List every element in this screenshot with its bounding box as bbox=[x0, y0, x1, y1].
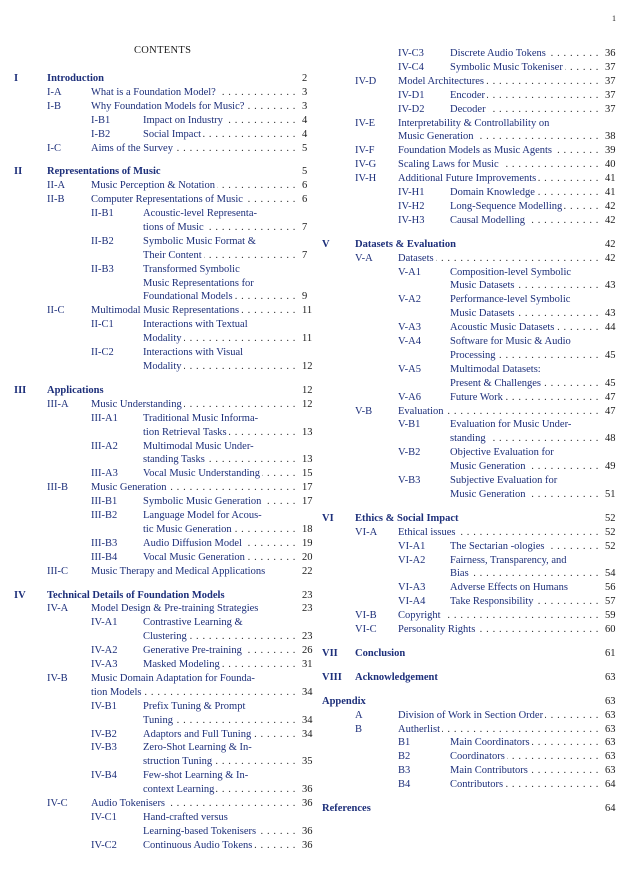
toc-entry-title: Ethics & Social Impact bbox=[355, 512, 459, 524]
toc-entry-page: 9 bbox=[302, 291, 308, 303]
toc-entry-number: III-A3 bbox=[91, 468, 118, 480]
toc-entry-page: 42 bbox=[605, 200, 616, 212]
toc-entry-number: II-B3 bbox=[91, 263, 114, 275]
toc-entry-title: Language Model for Acous- bbox=[143, 510, 262, 521]
toc-entry-page: 48 bbox=[605, 433, 616, 445]
toc-entry-number: IV-C4 bbox=[398, 61, 424, 73]
toc-entry-page: 36 bbox=[302, 825, 313, 837]
toc-entry-page: 34 bbox=[302, 728, 313, 740]
toc-entry-number: IV-C1 bbox=[91, 811, 117, 823]
toc-entry[interactable] bbox=[0, 709, 643, 722]
toc-entry-title: References bbox=[322, 803, 371, 814]
toc-entry-title: . . . Long-Sequence Modelling bbox=[450, 200, 599, 213]
toc-entry-title: . . . Datasets bbox=[398, 252, 599, 265]
toc-entry[interactable] bbox=[0, 363, 643, 389]
toc-entry-page: 37 bbox=[605, 103, 616, 115]
toc-entry-title: Acknowledgement bbox=[355, 671, 438, 683]
toc-entry-number: V-A6 bbox=[398, 391, 421, 403]
toc-entry-title: Fairness, Transparency, and bbox=[450, 554, 567, 566]
toc-entry-page: 36 bbox=[302, 839, 313, 851]
toc-entry[interactable] bbox=[0, 764, 643, 777]
toc-entry-number: V-B3 bbox=[398, 475, 421, 486]
toc-entry-number: B1 bbox=[398, 737, 411, 749]
toc-entry[interactable] bbox=[0, 252, 643, 265]
toc-entry-title: . . . Copyright bbox=[398, 609, 599, 622]
toc-entry-title: . . . Tuning bbox=[143, 714, 296, 727]
toc-entry-title: . . . Autherlist bbox=[398, 723, 599, 736]
toc-entry-page: 64 bbox=[605, 779, 616, 791]
toc-entry-page: 42 bbox=[605, 252, 616, 264]
toc-entry-number: V-A1 bbox=[398, 266, 421, 278]
toc-entry-number: II-C bbox=[47, 305, 65, 317]
toc-entry-number: II-A bbox=[47, 180, 66, 192]
toc-entry-page: 11 bbox=[302, 333, 313, 345]
toc-entry-number: VI-A2 bbox=[398, 554, 426, 566]
toc-entry-number: IV-A2 bbox=[91, 645, 118, 657]
toc-entry-number: III-B1 bbox=[91, 496, 118, 508]
toc-entry-title: . . . Main Contributors bbox=[450, 764, 599, 777]
toc-entry-page: 61 bbox=[605, 647, 616, 659]
toc-entry-number: I-A bbox=[47, 86, 62, 98]
toc-entry-title: Software for Music & Audio bbox=[450, 336, 571, 347]
toc-entry-number: VI-B bbox=[355, 610, 377, 622]
toc-entry-title: . . . The Sectarian -ologies bbox=[450, 540, 599, 553]
toc-entry-page: 37 bbox=[605, 89, 616, 101]
toc-entry-title: . . . Music Perception & Notation bbox=[91, 179, 296, 192]
toc-entry-title: . . . Contributors bbox=[450, 778, 599, 791]
toc-entry-title: . . . Generative Pre-training bbox=[143, 644, 296, 657]
toc-entry-title: . . . Scaling Laws for Music bbox=[398, 158, 599, 171]
toc-entry-title: . . . Why Foundation Models for Music? bbox=[91, 100, 296, 113]
toc-entry-page: 5 bbox=[302, 142, 308, 154]
toc-entry-title: . . . tion Models bbox=[91, 686, 296, 699]
toc-entry-title: . . . Continuous Audio Tokens bbox=[143, 839, 296, 852]
toc-entry-page: 47 bbox=[605, 391, 616, 403]
toc-entry-number: VI-A3 bbox=[398, 582, 426, 594]
toc-entry[interactable] bbox=[0, 238, 643, 251]
toc-entry-title: . . . Adaptors and Full Tuning bbox=[143, 728, 296, 741]
toc-entry-title: Music Domain Adaptation for Founda- bbox=[91, 672, 255, 684]
toc-entry-title: Interpretability & Controllability on bbox=[398, 117, 550, 129]
toc-entry-title: . . . Symbolic Music Tokeniser bbox=[450, 61, 599, 74]
toc-entry-title: Symbolic Music Format & bbox=[143, 235, 256, 247]
toc-entry-page: 52 bbox=[605, 526, 616, 538]
toc-entry-number: III-B3 bbox=[91, 537, 118, 549]
toc-entry-page: 23 bbox=[302, 631, 313, 643]
toc-entry-number: IV-B1 bbox=[91, 700, 117, 712]
toc-entry-page: 40 bbox=[605, 159, 616, 171]
toc-entry[interactable] bbox=[0, 61, 643, 74]
toc-entry-number: IV-E bbox=[355, 117, 376, 129]
toc-entry-page: 45 bbox=[605, 377, 616, 389]
toc-entry-title: . . . Modality bbox=[143, 360, 296, 373]
toc-entry-title: . . . Computer Representations of Music bbox=[91, 193, 296, 206]
toc-entry-page: 41 bbox=[605, 173, 616, 185]
toc-entry-number: VIII bbox=[322, 671, 342, 683]
toc-entry[interactable] bbox=[0, 750, 643, 763]
toc-entry-page: 6 bbox=[302, 180, 308, 192]
toc-entry-number: II-B bbox=[47, 194, 65, 206]
toc-entry-page: 19 bbox=[302, 537, 313, 549]
toc-entry-page: 38 bbox=[605, 131, 616, 143]
toc-entry-title: Technical Details of Foundation Models bbox=[47, 589, 225, 601]
toc-entry-page: 52 bbox=[605, 540, 616, 552]
toc-entry-title: Traditional Music Informa- bbox=[143, 412, 259, 424]
toc-entry-page: 60 bbox=[605, 624, 616, 635]
toc-entry-title: . . . Division of Work in Section Order bbox=[398, 709, 599, 722]
toc-entry-number: V-A bbox=[355, 252, 373, 264]
toc-entry-page: 15 bbox=[302, 468, 313, 480]
toc-entry-page: 37 bbox=[605, 75, 616, 87]
page-number: 1 bbox=[612, 14, 616, 23]
toc-entry-page: 20 bbox=[302, 551, 313, 563]
toc-entry-number: B2 bbox=[398, 751, 411, 763]
toc-entry-number: II-C2 bbox=[91, 347, 114, 359]
toc-entry-title: . . . Masked Modeling bbox=[143, 658, 296, 671]
toc-entry-title: Evaluation for Music Under- bbox=[450, 419, 572, 431]
toc-entry-title: . . . Clustering bbox=[143, 630, 296, 643]
toc-entry-number: I bbox=[14, 73, 19, 84]
toc-entry-number: IV-D1 bbox=[398, 89, 425, 101]
toc-entry-title: . . . Evaluation bbox=[398, 405, 599, 418]
toc-entry-number: B bbox=[355, 723, 363, 735]
toc-entry-page: 52 bbox=[605, 512, 616, 524]
toc-entry-title: . . . Music Generation bbox=[450, 488, 599, 501]
toc-entry-page: 5 bbox=[302, 166, 308, 178]
toc-entry-title: Multimodal Music Under- bbox=[143, 440, 254, 452]
toc-entry-page: 6 bbox=[302, 194, 308, 206]
toc-entry-number: IV bbox=[14, 589, 26, 601]
toc-entry-number: II-B1 bbox=[91, 208, 114, 220]
toc-entry-number: II bbox=[14, 166, 23, 178]
toc-entry-page: 34 bbox=[302, 714, 313, 726]
toc-entry-number: V-A3 bbox=[398, 322, 421, 334]
toc-entry-title: . . . Present & Challenges bbox=[450, 377, 599, 390]
toc-entry-title: Contrastive Learning & bbox=[143, 617, 243, 629]
toc-entry-title: . . . Discrete Audio Tokens bbox=[450, 47, 599, 60]
toc-entry-title: . . . Music Generation bbox=[398, 130, 599, 143]
toc-entry-title: . . . Personality Rights bbox=[398, 623, 599, 636]
toc-entry-title: . . . Audio Tokenisers bbox=[91, 797, 296, 810]
toc-entry-title: . . . Multimodal Music Representations bbox=[91, 304, 296, 317]
toc-entry-title: . . . Vocal Music Generation bbox=[143, 551, 296, 564]
toc-entry-title: Model Design & Pre-training Strategies bbox=[91, 603, 259, 615]
toc-entry-title: . . . Impact on Industry bbox=[143, 114, 296, 127]
toc-entry-number: VI-A4 bbox=[398, 596, 426, 608]
toc-entry-page: 3 bbox=[302, 100, 308, 112]
toc-entry[interactable] bbox=[0, 839, 643, 852]
toc-entry-title: Few-shot Learning & In- bbox=[143, 770, 249, 782]
toc-entry-page: 23 bbox=[302, 589, 313, 601]
toc-entry-title: . . . Music Understanding bbox=[91, 398, 296, 411]
toc-entry-number: V-B1 bbox=[398, 419, 421, 431]
toc-entry-title: Multimodal Datasets: bbox=[450, 363, 541, 375]
toc-entry-title: . . . Coordinators bbox=[450, 750, 599, 763]
toc-entry-title: . . . Music Datasets bbox=[450, 307, 599, 320]
toc-title: CONTENTS bbox=[134, 45, 192, 56]
toc-entry-number: VI-C bbox=[355, 624, 377, 635]
toc-entry-page: 39 bbox=[605, 145, 616, 157]
toc-entry[interactable] bbox=[0, 512, 643, 525]
toc-entry-title: Datasets & Evaluation bbox=[355, 238, 456, 250]
toc-entry-page: 7 bbox=[302, 249, 308, 261]
toc-entry-title: Interactions with Visual bbox=[143, 347, 244, 359]
toc-entry-title: . . . Foundational Models bbox=[143, 290, 296, 303]
toc-entry-title: . . . Music Generation bbox=[450, 460, 599, 473]
toc-entry-number: II-C1 bbox=[91, 319, 114, 331]
toc-entry-page: 18 bbox=[302, 523, 313, 535]
toc-entry-page: 42 bbox=[605, 214, 616, 226]
toc-entry-title: . . . Their Content bbox=[143, 249, 296, 262]
toc-entry-title: . . . Decoder bbox=[450, 103, 599, 116]
toc-entry-page: 45 bbox=[605, 349, 616, 361]
toc-entry-page: 13 bbox=[302, 454, 313, 466]
toc-entry-page: 42 bbox=[605, 238, 616, 250]
toc-entry-page: 17 bbox=[302, 482, 313, 494]
toc-entry-page: 41 bbox=[605, 187, 616, 198]
toc-entry-title: . . . standing Tasks bbox=[143, 453, 296, 466]
toc-entry-title: . . . tion Retrieval Tasks bbox=[143, 426, 296, 439]
toc-entry-page: 3 bbox=[302, 86, 308, 98]
toc-entry-title: . . . Domain Knowledge bbox=[450, 186, 599, 199]
toc-entry-number: A bbox=[355, 709, 363, 721]
toc-entry-number: I-C bbox=[47, 142, 61, 154]
toc-entry-number: IV-H1 bbox=[398, 187, 425, 198]
toc-entry-page: 63 bbox=[605, 765, 616, 777]
toc-entry-title: Transformed Symbolic bbox=[143, 263, 240, 275]
toc-entry-title: . . . tic Music Generation bbox=[143, 523, 296, 536]
toc-entry-page: 63 bbox=[605, 709, 616, 721]
toc-entry-page: 44 bbox=[605, 322, 616, 334]
toc-entry-page: 12 bbox=[302, 384, 313, 396]
toc-entry-number: V-B2 bbox=[398, 447, 421, 459]
toc-entry-page: 43 bbox=[605, 280, 616, 292]
toc-entry-title: . . . Model Architectures bbox=[398, 75, 599, 88]
toc-entry-number: III-B2 bbox=[91, 510, 118, 521]
toc-entry-number: IV-H3 bbox=[398, 214, 425, 226]
toc-entry-number: B3 bbox=[398, 765, 411, 777]
toc-entry-number: VI-A1 bbox=[398, 540, 426, 552]
toc-entry-number: IV-H bbox=[355, 173, 377, 185]
toc-entry-number: IV-B bbox=[47, 672, 68, 684]
toc-entry-title: Applications bbox=[47, 384, 104, 396]
toc-entry-title: . . . Music Datasets bbox=[450, 279, 599, 292]
toc-entry-page: 57 bbox=[605, 596, 616, 608]
toc-entry-page: 64 bbox=[605, 803, 616, 814]
toc-entry-title: . . . Additional Future Improvements bbox=[398, 172, 599, 185]
toc-entry-title: Adverse Effects on Humans bbox=[450, 582, 568, 594]
toc-entry-title: Appendix bbox=[322, 695, 366, 707]
toc-entry-page: 4 bbox=[302, 128, 308, 140]
toc-entry[interactable] bbox=[0, 47, 643, 60]
toc-entry-page: 35 bbox=[302, 756, 313, 768]
toc-entry-page: 37 bbox=[605, 61, 616, 73]
toc-entry-page: 4 bbox=[302, 114, 308, 126]
toc-entry-title: Music Representations for bbox=[143, 277, 254, 289]
toc-entry-title: Performance-level Symbolic bbox=[450, 294, 571, 306]
toc-entry-title: Prefix Tuning & Prompt bbox=[143, 700, 246, 712]
toc-entry[interactable] bbox=[0, 723, 643, 736]
toc-entry-number: IV-D2 bbox=[398, 103, 425, 115]
toc-entry-number: II-B2 bbox=[91, 235, 114, 247]
toc-entry-page: 49 bbox=[605, 461, 616, 473]
toc-entry-number: I-B bbox=[47, 100, 61, 112]
toc-entry-page: 59 bbox=[605, 610, 616, 622]
toc-entry-number: IV-D bbox=[355, 75, 377, 87]
toc-entry-title: . . . Ethical issues bbox=[398, 526, 599, 539]
toc-entry-title: Interactions with Textual bbox=[143, 319, 248, 331]
toc-entry-number: III bbox=[14, 384, 27, 396]
toc-entry-page: 31 bbox=[302, 659, 313, 670]
toc-entry-title: Introduction bbox=[47, 73, 104, 84]
toc-entry-page: 12 bbox=[302, 360, 313, 372]
toc-entry-title: . . . Bias bbox=[450, 567, 599, 580]
toc-entry-number: III-B4 bbox=[91, 551, 118, 563]
toc-entry-number: III-A bbox=[47, 398, 69, 410]
toc-entry-title: Music Therapy and Medical Applications bbox=[91, 565, 266, 577]
toc-entry-title: . . . Causal Modelling bbox=[450, 214, 599, 227]
toc-entry-page: 36 bbox=[302, 798, 313, 809]
toc-entry-page: 63 bbox=[605, 737, 616, 749]
toc-entry[interactable] bbox=[0, 321, 643, 334]
toc-entry-title: . . . Future Work bbox=[450, 391, 599, 404]
toc-entry-title: . . . Modality bbox=[143, 332, 296, 345]
toc-entry-title: Zero-Shot Learning & In- bbox=[143, 742, 252, 754]
toc-entry-title: Representations of Music bbox=[47, 166, 161, 178]
toc-entry-page: 63 bbox=[605, 671, 616, 683]
toc-entry-page: 43 bbox=[605, 308, 616, 320]
toc-entry-page: 36 bbox=[605, 48, 616, 59]
toc-entry-number: IV-C2 bbox=[91, 839, 117, 851]
toc-entry-title: Objective Evaluation for bbox=[450, 447, 554, 459]
toc-entry-number: V-A2 bbox=[398, 294, 421, 306]
toc-entry-number: IV-A3 bbox=[91, 659, 118, 670]
toc-entry-page: 51 bbox=[605, 488, 616, 500]
toc-entry-number: IV-B4 bbox=[91, 770, 117, 782]
toc-entry-number: IV-B3 bbox=[91, 742, 117, 754]
toc-entry-number: IV-C3 bbox=[398, 48, 424, 59]
toc-entry-number: VI-A bbox=[355, 526, 378, 538]
toc-entry-page: 36 bbox=[302, 784, 313, 796]
toc-entry-number: V-B bbox=[355, 405, 373, 417]
toc-entry-number: VI bbox=[322, 512, 334, 524]
toc-entry[interactable] bbox=[0, 540, 643, 553]
toc-entry-number: IV-F bbox=[355, 145, 375, 157]
toc-entry-page: 34 bbox=[302, 686, 313, 698]
toc-entry-title: . . . Symbolic Music Generation bbox=[143, 495, 296, 508]
toc-entry-number: III-A2 bbox=[91, 440, 118, 452]
toc-entry-page: 63 bbox=[605, 695, 616, 707]
toc-entry-number: IV-B2 bbox=[91, 728, 117, 740]
toc-entry-page: 17 bbox=[302, 496, 313, 508]
toc-entry[interactable] bbox=[0, 214, 643, 227]
toc-entry-page: 63 bbox=[605, 723, 616, 735]
toc-entry-title: Acoustic-level Representa- bbox=[143, 208, 257, 220]
toc-entry-title: Subjective Evaluation for bbox=[450, 475, 558, 486]
toc-entry-title: Conclusion bbox=[355, 647, 406, 659]
toc-entry-page: 13 bbox=[302, 426, 313, 438]
toc-entry-page: 54 bbox=[605, 568, 616, 580]
toc-entry-title: . . . Aims of the Survey bbox=[91, 142, 296, 155]
toc-entry-page: 2 bbox=[302, 73, 308, 84]
toc-entry-title: . . . Encoder bbox=[450, 89, 599, 102]
toc-entry-number: IV-H2 bbox=[398, 200, 425, 212]
toc-entry-number: III-C bbox=[47, 565, 68, 577]
toc-entry-title: . . . Music Generation bbox=[91, 481, 296, 494]
toc-entry-title: . . . Learning-based Tokenisers bbox=[143, 825, 296, 838]
toc-entry[interactable] bbox=[0, 526, 643, 539]
toc-entry-title: . . . What is a Foundation Model? bbox=[91, 86, 296, 99]
toc-entry-page: 7 bbox=[302, 221, 308, 233]
toc-entry-title: Composition-level Symbolic bbox=[450, 266, 572, 278]
toc-entry-number: IV-G bbox=[355, 159, 377, 171]
toc-entry-number: IV-C bbox=[47, 798, 68, 809]
toc-entry-title: . . . Processing bbox=[450, 349, 599, 362]
toc-entry-number: V bbox=[322, 238, 330, 250]
toc-entry-title: . . . standing bbox=[450, 432, 599, 445]
toc-entry-page: 26 bbox=[302, 645, 313, 657]
toc-entry-number: I-B2 bbox=[91, 128, 111, 140]
toc-entry-title: . . . context Learning bbox=[143, 783, 296, 796]
toc-entry-page: 63 bbox=[605, 751, 616, 763]
toc-entry-number: IV-A1 bbox=[91, 617, 118, 629]
toc-entry-title: . . . Vocal Music Understanding bbox=[143, 467, 296, 480]
toc-entry-page: 23 bbox=[302, 603, 313, 615]
toc-entry[interactable] bbox=[0, 623, 643, 636]
toc-entry-number: B4 bbox=[398, 779, 411, 791]
toc-entry-title: . . . Social Impact bbox=[143, 128, 296, 141]
toc-entry-page: 12 bbox=[302, 398, 313, 410]
toc-entry-title: . . . Audio Diffusion Model bbox=[143, 537, 296, 550]
toc-entry-title: . . . tions of Music bbox=[143, 221, 296, 234]
toc-entry-title: . . . Acoustic Music Datasets bbox=[450, 321, 599, 334]
toc-entry-title: . . . Take Responsibility bbox=[450, 595, 599, 608]
toc-entry-number: V-A5 bbox=[398, 363, 421, 375]
toc-entry[interactable] bbox=[0, 658, 643, 671]
toc-entry-title: . . . Main Coordinators bbox=[450, 736, 599, 749]
toc-entry-title: . . . struction Tuning bbox=[143, 755, 296, 768]
toc-entry[interactable] bbox=[0, 778, 643, 791]
toc-entry-number: V-A4 bbox=[398, 336, 421, 347]
toc-entry-page: 47 bbox=[605, 405, 616, 417]
toc-entry-page: 11 bbox=[302, 305, 313, 317]
toc-entry-number: I-B1 bbox=[91, 114, 111, 126]
toc-entry-page: 56 bbox=[605, 582, 616, 594]
toc-entry-page: 22 bbox=[302, 565, 313, 577]
toc-entry-title: . . . Foundation Models as Music Agents bbox=[398, 144, 599, 157]
toc-entry[interactable] bbox=[0, 736, 643, 749]
toc-entry[interactable] bbox=[0, 647, 643, 660]
toc-entry-number: IV-A bbox=[47, 603, 69, 615]
toc-entry-number: III-A1 bbox=[91, 412, 118, 424]
toc-entry-number: III-B bbox=[47, 482, 68, 494]
toc-entry-number: VII bbox=[322, 647, 338, 659]
toc-entry-title: Hand-crafted versus bbox=[143, 811, 228, 823]
